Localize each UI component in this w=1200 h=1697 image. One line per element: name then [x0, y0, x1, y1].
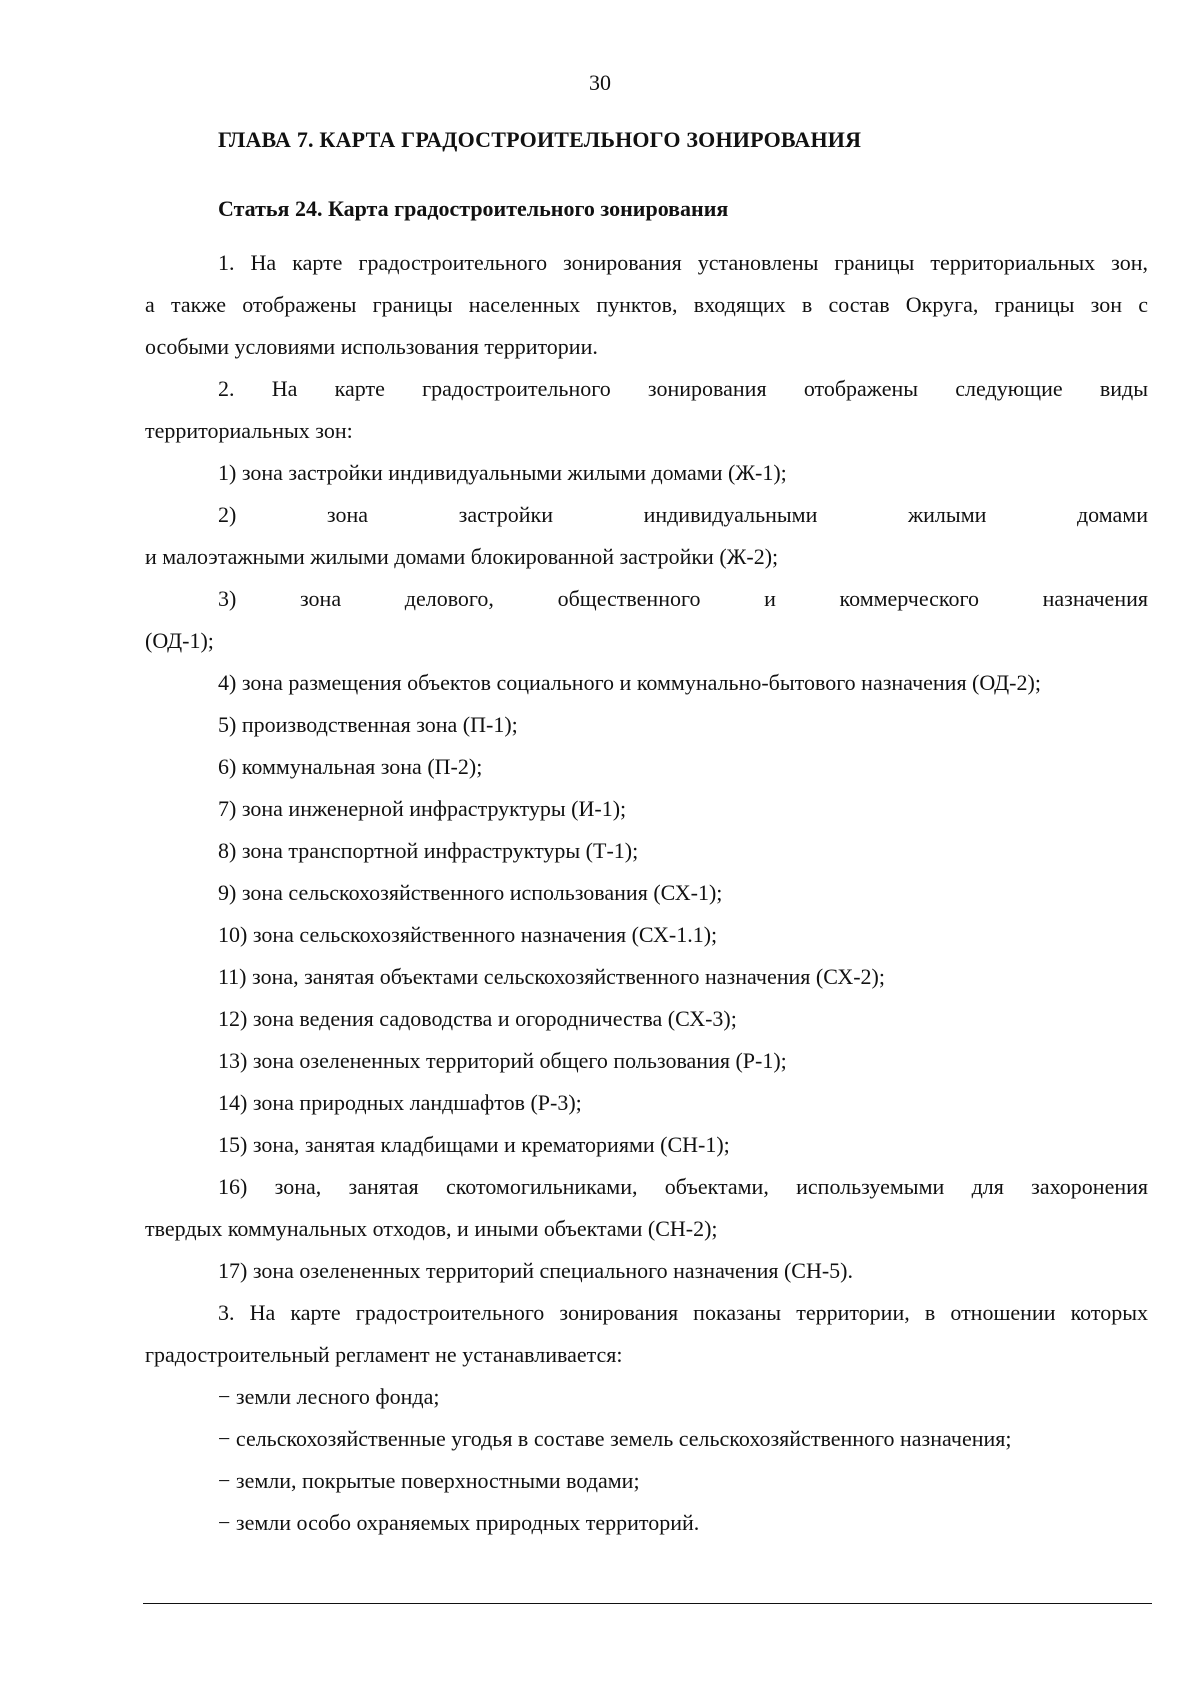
- exclusion-item-4: − земли особо охраняемых природных территорий.: [218, 1510, 700, 1535]
- footer-rule: [143, 1603, 1152, 1604]
- zone-item-12: 12) зона ведения садоводства и огородничества (СХ-3);: [218, 1006, 737, 1031]
- paragraph-1-line-2: а также отображены границы населенных пунктов, входящих в состав Округа, границы зон с: [145, 292, 1148, 317]
- zone-item-2-line-2: и малоэтажными жилыми домами блокированной застройки (Ж-2);: [145, 544, 779, 569]
- paragraph-3-line-1: 3. На карте градостроительного зонирования показаны территории, в отношении которых: [218, 1300, 1148, 1325]
- zone-item-3-line-1: 3) зона делового, общественного и коммерческого назначения: [218, 586, 1148, 611]
- zone-item-2-line-1: 2) зона застройки индивидуальными жилыми домами: [218, 502, 1148, 527]
- zone-item-1: 1) зона застройки индивидуальными жилыми домами (Ж-1);: [218, 460, 787, 485]
- paragraph-2-line-1: 2. На карте градостроительного зонирования отображены следующие виды: [218, 376, 1148, 401]
- zone-item-6: 6) коммунальная зона (П-2);: [218, 754, 483, 779]
- zone-item-16-line-2: твердых коммунальных отходов, и иными объектами (СН-2);: [145, 1216, 718, 1241]
- paragraph-3-line-2: градостроительный регламент не устанавливается:: [145, 1342, 623, 1367]
- zone-item-16-line-1: 16) зона, занятая скотомогильниками, объектами, используемыми для захоронения: [218, 1174, 1148, 1199]
- zone-item-17: 17) зона озелененных территорий специального назначения (СН-5).: [218, 1258, 854, 1283]
- zone-item-9: 9) зона сельскохозяйственного использования (СХ-1);: [218, 880, 723, 905]
- zone-item-10: 10) зона сельскохозяйственного назначения (СХ-1.1);: [218, 922, 718, 947]
- zone-item-4: 4) зона размещения объектов социального и коммунально-бытового назначения (ОД-2);: [218, 670, 1041, 695]
- exclusion-item-3: − земли, покрытые поверхностными водами;: [218, 1468, 640, 1493]
- article-title: Статья 24. Карта градостроительного зонирования: [218, 196, 729, 221]
- zone-item-7: 7) зона инженерной инфраструктуры (И-1);: [218, 796, 627, 821]
- paragraph-1-line-1: 1. На карте градостроительного зонирования установлены границы территориальных зон,: [218, 250, 1148, 275]
- page-number: 30: [589, 70, 611, 95]
- zone-item-13: 13) зона озелененных территорий общего пользования (Р-1);: [218, 1048, 787, 1073]
- zone-item-8: 8) зона транспортной инфраструктуры (Т-1);: [218, 838, 639, 863]
- exclusion-item-1: − земли лесного фонда;: [218, 1384, 440, 1409]
- zone-item-15: 15) зона, занятая кладбищами и крематориями (СН-1);: [218, 1132, 730, 1157]
- chapter-title: ГЛАВА 7. КАРТА ГРАДОСТРОИТЕЛЬНОГО ЗОНИРОВАНИЯ: [218, 127, 862, 152]
- paragraph-1-line-3: особыми условиями использования территории.: [145, 334, 598, 359]
- zone-item-11: 11) зона, занятая объектами сельскохозяйственного назначения (СХ-2);: [218, 964, 885, 989]
- paragraph-2-line-2: территориальных зон:: [145, 418, 353, 443]
- zone-item-14: 14) зона природных ландшафтов (Р-3);: [218, 1090, 582, 1115]
- zone-item-5: 5) производственная зона (П-1);: [218, 712, 518, 737]
- zone-item-3-line-2: (ОД-1);: [145, 628, 214, 653]
- exclusion-item-2: − сельскохозяйственные угодья в составе земель сельскохозяйственного назначения;: [218, 1426, 1012, 1451]
